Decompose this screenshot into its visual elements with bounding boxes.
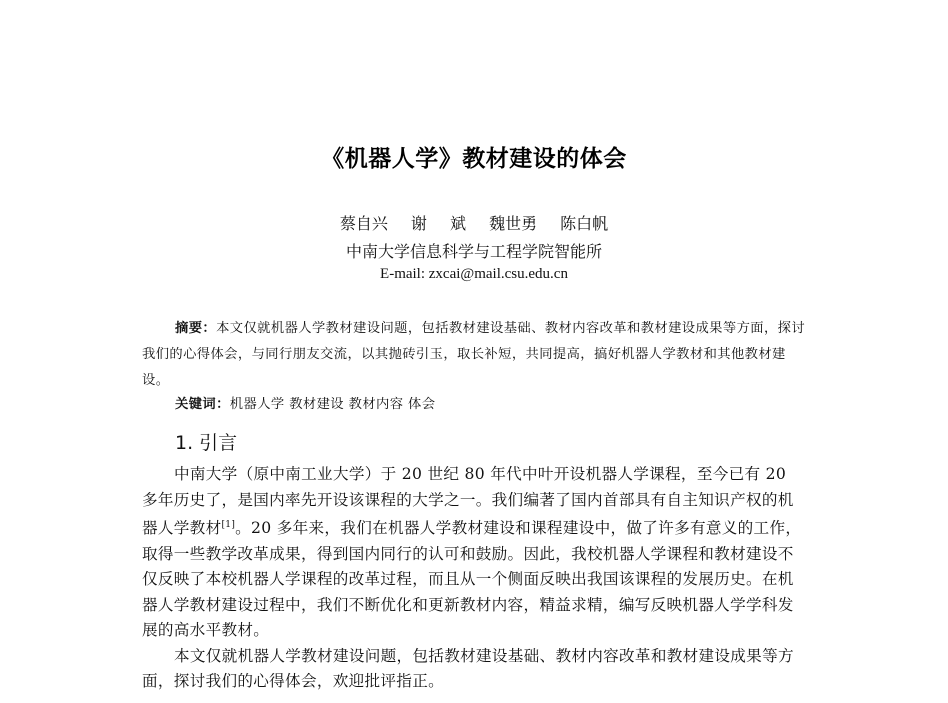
author-list: 蔡自兴 谢 斌 魏世勇 陈白帆 [339, 214, 609, 233]
keywords-label: 关键词： [175, 397, 230, 412]
introduction-body [142, 462, 802, 695]
citation-ref: [1] [221, 520, 236, 530]
section-heading-introduction: 1. 引言 [175, 432, 238, 454]
keywords-text: 机器人学 教材建设 教材内容 体会 [229, 397, 436, 412]
paragraph-text: 。20 多年来，我们在机器人学教材建设和课程建设中，做了许多有意义的工作，取得一些教学改革成果，得到国内同行的认可和鼓励。因此，我校机器人学课程和教材建设不仅反映了本校机器人学课程的改革过程，而且从一个侧面反映出我国该课程的发展历史。在机器人学教材建设过程中，我们不断优化和更新教材内容，精益求精，编写反映机器人学学科发展的高水平教材。 [142, 519, 802, 640]
paragraph [142, 462, 802, 644]
author-email: E-mail: zxcai@mail.csu.edu.cn [380, 266, 568, 282]
paper-title: 《机器人学》教材建设的体会 [321, 146, 627, 172]
paragraph-text: 中南大学（原中南工业大学）于 20 世纪 80 年代中叶开设机器人学课程，至今已有 20 多年历史了，是国内率先开设该课程的大学之一。我们编著了国内首部具有自主知识产权的机器人学教材 [142, 465, 794, 538]
abstract-text: 本文仅就机器人学教材建设问题，包括教材建设基础、教材内容改革和教材建设成果等方面，探讨我们的心得体会，与同行朋友交流，以其抛砖引玉，取长补短，共同提高，搞好机器人学教材和其他教材建设。 [142, 321, 806, 388]
abstract-label: 摘要： [175, 321, 217, 336]
abstract [142, 316, 810, 394]
keywords [175, 395, 815, 415]
paragraph: 本文仅就机器人学教材建设问题，包括教材建设基础、教材内容改革和教材建设成果等方面，探讨我们的心得体会，欢迎批评指正。 [142, 646, 794, 691]
author-affiliation: 中南大学信息科学与工程学院智能所 [345, 242, 602, 261]
